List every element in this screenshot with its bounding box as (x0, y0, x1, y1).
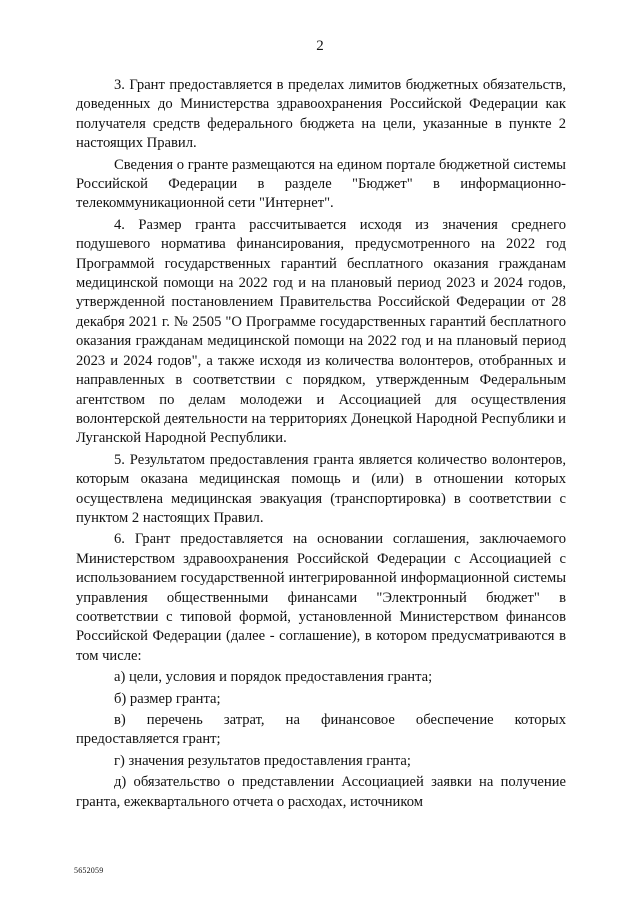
paragraph-3: 3. Грант предоставляется в пределах лимитов бюджетных обязательств, доведенных до Министерства здравоохранения Российской Федерации как получателя средств федерального бюджета на цели, указанные в пункте 2 настоящих Правил. (76, 77, 566, 152)
page-number: 2 (316, 38, 324, 54)
paragraph-grant-info: Сведения о гранте размещаются на едином портале бюджетной системы Российской Федерации в разделе "Бюджет" в информационно-телекоммуникационной сети "Интернет". (76, 156, 566, 212)
list-item-g: г) значения результатов предоставления гранта; (114, 752, 411, 769)
list-item-d: д) обязательство о представлении Ассоциацией заявки на получение гранта, ежеквартального отчета о расходах, источником (76, 774, 566, 810)
list-item-v: в) перечень затрат, на финансовое обеспечение которых предоставляется грант; (76, 712, 566, 748)
list-item-b: б) размер гранта; (114, 690, 221, 707)
paragraph-5: 5. Результатом предоставления гранта является количество волонтеров, которым оказана медицинская помощь и (или) в отношении которых осуществлена медицинская эвакуация (транспортировка) в соответствии с пунктом 2 настоящих Правил. (76, 451, 566, 526)
document-code: 5652059 (74, 866, 104, 875)
paragraph-4: 4. Размер гранта рассчитывается исходя из значения среднего подушевого норматива финансирования, предусмотренного на 2022 год Программой государственных гарантий бесплатного оказания гражданам медицинской помощи на 2022 год и на плановый период 2023 и 2024 годов, утвержденной постановлением Правительства Российской Федерации от 28 декабря 2021 г. № 2505 "О Программе государственных гарантий бесплатного оказания гражданам медицинской помощи на 2022 год и на плановый период 2023 и 2024 годов", а также исходя из количества волонтеров, отобранных и направленных в соответствии с порядком, утвержденным Федеральным агентством по делам молодежи и Ассоциацией для осуществления волонтерской деятельности на территориях Донецкой Народной Республики и Луганской Народной Республики. (76, 216, 566, 447)
document-body (76, 76, 566, 812)
list-item-a: а) цели, условия и порядок предоставления гранта; (114, 669, 433, 686)
paragraph-6: 6. Грант предоставляется на основании соглашения, заключаемого Министерством здравоохранения Российской Федерации с Ассоциацией с использованием государственной интегрированной информационной системы управления общественными финансами "Электронный бюджет" в соответствии с типовой формой, установленной Министерством финансов Российской Федерации (далее - соглашение), в котором предусматриваются в том числе: (76, 531, 566, 664)
